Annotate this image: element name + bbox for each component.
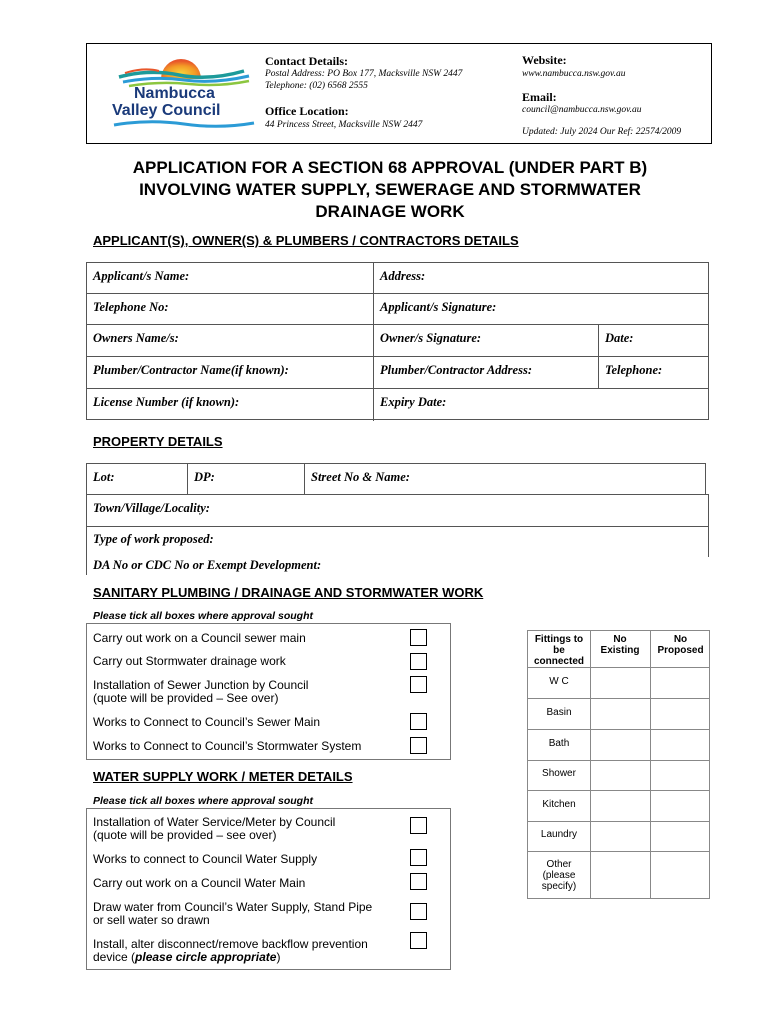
website-link[interactable]: www.nambucca.nsw.gov.au [522,69,626,79]
expiry-date-field[interactable]: Expiry Date: [373,389,708,421]
no-proposed-line2: Proposed [657,645,704,656]
updated-reference: Updated: July 2024 Our Ref: 22574/2009 [522,127,682,137]
fittings-other-line3: specify) [541,881,577,892]
address-field[interactable]: Address: [373,263,708,293]
applicant-signature-field[interactable]: Applicant/s Signature: [373,294,708,324]
fittings-row-bath: Bath [548,738,570,749]
fittings-vline-2 [650,631,651,898]
owner-signature-field[interactable]: Owner/s Signature: [373,325,598,356]
date-field[interactable]: Date: [598,325,708,356]
water-item-backflow: Install, alter disconnect/remove backflow prevention [93,937,368,951]
backflow-close-paren: ) [276,950,281,964]
no-existing-line1: No [613,634,627,645]
sanitary-checkbox-sewer-main[interactable] [410,629,427,646]
contact-details-label: Contact Details: [265,54,348,68]
sanitary-item-connect-sewer: Works to Connect to Council’s Sewer Main [93,715,320,729]
council-logo [109,49,259,129]
fittings-hline-3 [528,729,709,730]
fittings-hline-6 [528,821,709,822]
water-checkbox-backflow[interactable] [410,932,427,949]
fittings-header-line1: Fittings to [534,634,584,645]
property-table [86,463,709,575]
no-proposed-header [650,634,711,656]
sanitary-note: Please tick all boxes where approval sought [93,610,313,622]
sun-logo-icon [109,49,259,89]
property-row-2 [86,494,709,527]
water-checkbox-draw-water[interactable] [410,903,427,920]
property-row-3 [86,526,709,557]
postal-address: Postal Address: PO Box 177, Macksville NSW 2447 [265,69,463,79]
lot-field[interactable]: Lot: [93,470,115,484]
office-address: 44 Princess Street, Macksville NSW 2447 [265,120,423,130]
telephone-no-field[interactable]: Telephone No: [93,300,169,314]
sanitary-checkbox-stormwater[interactable] [410,653,427,670]
water-checkbox-connect-supply[interactable] [410,849,427,866]
email-link[interactable]: council@nambucca.nsw.gov.au [522,105,642,115]
logo-text-line2: Valley Council [112,102,221,119]
town-field[interactable]: Town/Village/Locality: [93,501,210,515]
license-number-field[interactable]: License Number (if known): [93,395,240,409]
website-label [522,53,567,68]
applicants-heading: APPLICANT(S), OWNER(S) & PLUMBERS / CONTRACTORS DETAILS [93,233,519,248]
plumber-address-field[interactable]: Plumber/Contractor Address: [373,357,598,388]
sanitary-checkbox-sewer-junction[interactable] [410,676,427,693]
fittings-hline-5 [528,790,709,791]
applicant-name-field[interactable]: Applicant/s Name: [93,269,190,283]
property-row-1 [86,463,706,495]
owners-name-field[interactable]: Owners Name/s: [93,331,179,345]
header-box [86,43,712,144]
fittings-header-line3: connected [533,656,584,667]
applicants-row-1 [87,263,708,294]
fittings-row-shower: Shower [542,768,576,779]
fittings-hline-2 [528,698,709,699]
email-label-text: Email: [522,90,557,104]
dp-field[interactable]: DP: [187,464,304,494]
water-checklist [86,808,451,970]
sanitary-item-sewer-junction: Installation of Sewer Junction by Council [93,678,309,692]
title-line-1: APPLICATION FOR A SECTION 68 APPROVAL (UNDER PART B) [132,158,648,177]
sanitary-item-sewer-junction-note: (quote will be provided – See over) [93,691,279,705]
water-note: Please tick all boxes where approval sought [93,795,313,807]
water-item-draw-water-cont: or sell water so drawn [93,913,210,927]
logo-wave-icon [109,119,259,131]
fittings-row-basin: Basin [546,707,572,718]
water-item-install-meter-note: (quote will be provided – see over) [93,828,277,842]
backflow-circle-note: please circle appropriate [135,950,277,964]
backflow-device-text: device ( [93,950,136,964]
sanitary-item-sewer-main: Carry out work on a Council sewer main [93,631,306,645]
water-checkbox-water-main[interactable] [410,873,427,890]
street-field[interactable]: Street No & Name: [304,464,705,494]
plumber-telephone-field[interactable]: Telephone: [598,357,708,388]
work-type-field[interactable]: Type of work proposed: [93,532,214,546]
applicants-row-4 [87,357,708,389]
page-title [70,157,710,223]
title-line-2: INVOLVING WATER SUPPLY, SEWERAGE AND STORMWATER [139,180,641,199]
applicants-row-3 [87,325,708,357]
fittings-hline-7 [528,851,709,852]
water-heading: WATER SUPPLY WORK / METER DETAILS [93,769,353,784]
fittings-hline-4 [528,760,709,761]
sanitary-checklist [86,623,451,760]
water-item-water-main: Carry out work on a Council Water Main [93,876,306,890]
property-heading: PROPERTY DETAILS [93,434,223,449]
applicants-row-5 [87,389,708,421]
website-label-text: Website: [522,53,567,67]
sanitary-item-connect-stormwater: Works to Connect to Council’s Stormwater System [93,739,362,753]
fittings-vline-1 [590,631,591,898]
applicants-table [86,262,709,420]
sanitary-heading: SANITARY PLUMBING / DRAINAGE AND STORMWATER WORK [93,585,484,600]
water-item-install-meter: Installation of Water Service/Meter by Council [93,815,336,829]
telephone: Telephone: (02) 6568 2555 [265,81,368,91]
email-label [522,90,557,105]
water-checkbox-install-meter[interactable] [410,817,427,834]
water-item-draw-water: Draw water from Council’s Water Supply, Stand Pipe [93,900,373,914]
no-proposed-line1: No [673,634,688,645]
no-existing-header [590,634,650,656]
applicants-row-2 [87,294,708,325]
water-item-connect-supply: Works to connect to Council Water Supply [93,852,318,866]
logo-text-line1: Nambucca [134,85,215,102]
no-existing-line2: Existing [600,645,640,656]
fittings-hline-1 [528,667,709,668]
sanitary-item-stormwater: Carry out Stormwater drainage work [93,654,286,668]
title-line-3: DRAINAGE WORK [315,202,465,221]
fittings-other-line2: (please [542,870,576,881]
water-item-backflow-cont [93,951,280,964]
fittings-row-laundry: Laundry [540,829,578,840]
office-location-label: Office Location: [265,104,349,118]
sanitary-checkbox-connect-stormwater[interactable] [410,737,427,754]
fittings-other-line1: Other [546,859,572,870]
fittings-header-line2: be [553,645,565,656]
fittings-row-wc: W C [549,676,569,687]
fittings-row-kitchen: Kitchen [542,799,576,810]
fittings-header [528,634,590,667]
fittings-table [527,630,710,899]
sanitary-checkbox-connect-sewer[interactable] [410,713,427,730]
fittings-row-other [528,859,590,892]
da-no-field[interactable]: DA No or CDC No or Exempt Development: [93,558,322,572]
plumber-name-field[interactable]: Plumber/Contractor Name(if known): [93,363,289,377]
property-row-4 [86,557,709,575]
